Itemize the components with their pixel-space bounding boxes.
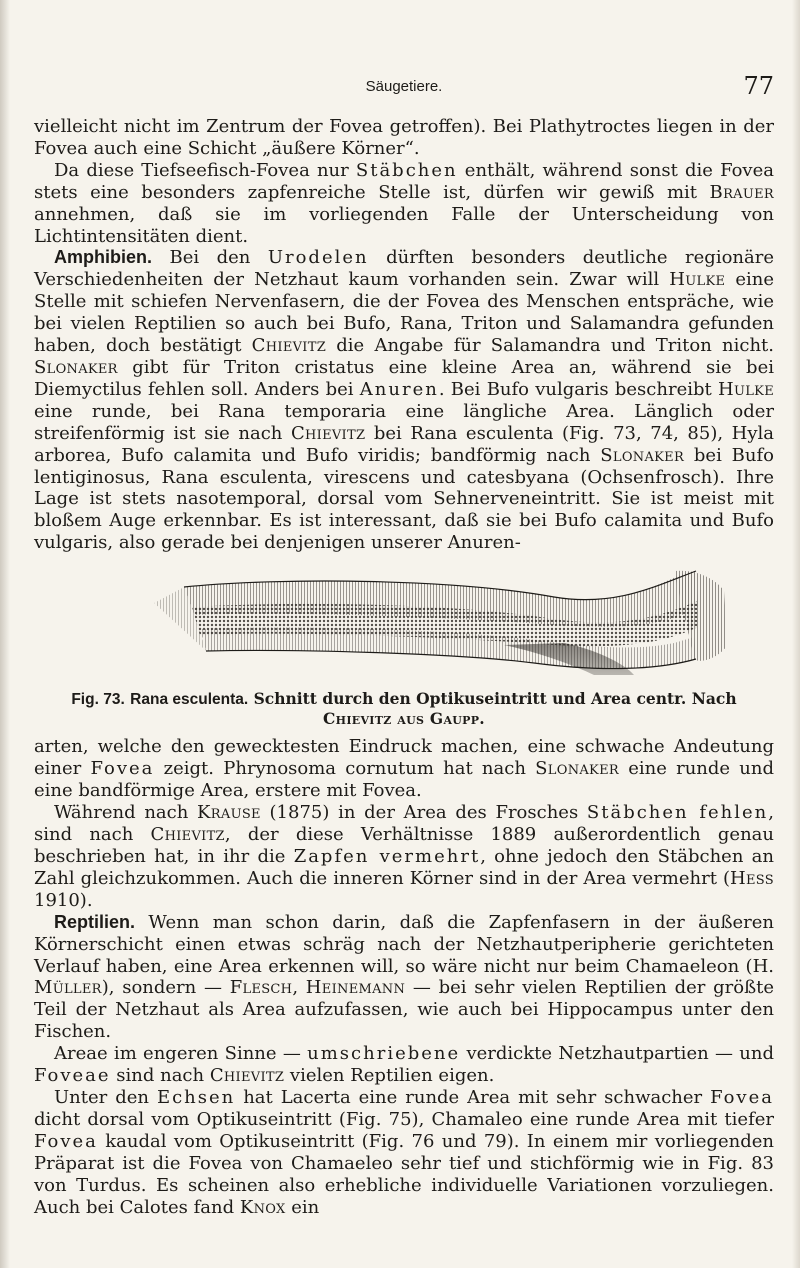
text-block-top	[34, 116, 774, 554]
text-run: verdickte Netzhautpartien — und	[460, 1043, 774, 1065]
author-name: Chievitz	[290, 422, 366, 444]
text-run: Da diese Tiefseefisch-Fovea nur	[54, 159, 356, 181]
paragraph	[34, 912, 774, 1044]
text-run: enthält, während sonst die Fovea stets eine besonders zapfenreiche Stelle ist, dürfen wir gewiß mit	[34, 159, 774, 203]
text-run: dicht dorsal vom Optikuseintritt (Fig. 75), Chamaleo eine runde Area mit tiefer	[34, 1109, 774, 1131]
text-run: ein	[285, 1197, 320, 1219]
author-name: Hulke	[718, 378, 774, 400]
page-number: 77	[743, 72, 774, 100]
text-run: kaudal vom Optikuseintritt (Fig. 76 und 79). In einem mir vorliegenden Präparat ist die Fovea von Chamaeleo sehr tief und stichförmig wie in Fig. 83 von Turdus. Es scheinen also erhebliche individuelle Variationen vorzuliegen. Auch bei Calotes fand	[34, 1131, 774, 1219]
caption-text: Schnitt durch den Optikuseintritt und Area centr. Nach	[253, 689, 737, 708]
figure-label: Fig. 73.	[71, 691, 125, 708]
author-name: Slonaker	[34, 356, 118, 378]
page-right-edge	[792, 0, 800, 1268]
text-run: die Angabe für Salamandra und Triton nicht.	[326, 335, 774, 357]
paragraph	[34, 1043, 774, 1087]
spaced-term: Echsen	[156, 1087, 236, 1109]
spaced-term: Zapfen vermehrt	[293, 845, 481, 867]
section-heading: Amphibien.	[54, 247, 152, 268]
text-run: bei Bufo lentiginosus, Rana esculenta, virescens und catesbyana (Ochsenfrosch). Ihre Lage ist stets nasotemporal, dorsal vom Sehnerveneintritt. Sie ist meist mit bloßem Auge erkennbar. Es ist interessant, daß sie bei Bufo calamita und Bufo vulgaris, also gerade bei denjenigen unserer Anuren-	[34, 444, 774, 554]
text-run: ), sondern —	[101, 977, 230, 999]
author-name: Chievitz	[150, 823, 225, 845]
author-name: Slonaker	[600, 444, 685, 466]
text-run: vielleicht nicht im Zentrum der Fovea getroffen). Bei Plathytroctes liegen in der Fovea auch eine Schicht „äußere Körner“.	[34, 116, 774, 159]
paragraph	[34, 1087, 774, 1219]
author-name: Chievitz	[251, 335, 327, 357]
header-title: Säugetiere.	[365, 78, 443, 95]
figure-retina-section	[34, 567, 774, 677]
text-run: , ohne jedoch den Stäbchen an Zahl gleichzukommen. Auch die inneren Körner sind in der Area vermehrt (	[34, 845, 774, 889]
spaced-term: Fovea	[710, 1087, 774, 1109]
text-run: 1910).	[34, 889, 93, 911]
section-heading: Reptilien.	[54, 911, 136, 932]
text-run: annehmen, daß sie im vorliegenden Falle der Unterscheidung von Lichtintensitäten dient.	[34, 203, 774, 247]
text-run: Bei den	[152, 247, 268, 269]
paragraph	[34, 116, 774, 160]
text-run: Wenn man schon darin, daß die Zapfenfasern in der äußeren Körnerschicht einen etwas schräg nach der Netzhautperipherie gerichteten Verlauf haben, eine Area erkennen will, so wäre nicht nur beim Chamaeleon (H.	[34, 911, 774, 977]
paragraph	[34, 802, 774, 912]
text-run: eine Stelle mit schiefen Nervenfasern, die der Fovea des Menschen entspräche, wie bei vielen Reptilien so auch bei Bufo, Rana, Triton und Salamandra gefunden haben, doch bestätigt	[34, 269, 774, 357]
spaced-term: Fovea	[34, 1131, 98, 1153]
text-block-bottom	[34, 736, 774, 1219]
spaced-term: Fovea	[90, 757, 155, 779]
text-run: (1875) in der Area des Frosches	[260, 801, 587, 823]
author-name: Hulke	[669, 269, 726, 291]
text-run: gibt für Triton cristatus eine kleine Area an, während sie bei Diemyctilus fehlen soll. Anders b	[34, 356, 774, 400]
text-run: Unter den	[54, 1087, 157, 1109]
text-run: eine runde und eine bandförmige Area, erstere mit Fovea.	[34, 757, 775, 801]
paragraph	[34, 736, 774, 802]
text-run: — bei sehr vielen Reptilien der größte Teil der Netzhaut als Area aufzufassen, wie auch bei Hippocampus unter den Fischen.	[34, 977, 774, 1043]
spaced-term: Anuren	[359, 378, 439, 400]
author-name: Knox	[239, 1197, 286, 1219]
running-header	[34, 72, 774, 106]
text-run: . Bei Bufo vulgaris beschreibt	[438, 378, 718, 400]
text-run: Während nach	[54, 801, 198, 823]
text-run: bei Rana esculenta (Fig. 73, 74, 85), Hyla arborea, Bufo calamita und Bufo viridis; bandförmig nach	[34, 422, 774, 466]
spaced-term: umschriebene	[307, 1043, 461, 1065]
text-run: , sind nach	[34, 801, 774, 845]
text-run: arten, welche den gewecktesten Eindruck machen, eine schwache Andeutung einer	[34, 736, 774, 779]
spaced-term: Foveae	[34, 1065, 111, 1087]
author-name: Flesch	[229, 977, 293, 999]
spaced-term: Stäbchen	[355, 159, 458, 181]
author-name: Krause	[197, 801, 261, 823]
text-run: sind nach	[110, 1065, 210, 1087]
text-run: eine runde, bei Rana temporaria eine längliche Area. Länglich oder streifenförmig ist sie nach	[34, 400, 774, 444]
figure-caption	[34, 689, 774, 728]
text-run: ei	[337, 378, 354, 400]
text-run: vielen Reptilien eigen.	[284, 1065, 495, 1087]
author-name: Chievitz	[209, 1065, 285, 1087]
text-run: zeigt. Phrynosoma cornutum hat nach	[154, 757, 536, 779]
figure-species: Rana esculenta.	[130, 691, 249, 708]
text-run: ,	[292, 977, 306, 999]
page-left-edge	[0, 0, 10, 1268]
retina-section-drawing	[34, 567, 774, 677]
spaced-term: Stäbchen fehlen	[586, 801, 769, 823]
text-run: dürften besonders deutliche regionäre Verschiedenheiten der Netzhaut kaum vorhanden sein. Zwar will	[34, 247, 774, 291]
text-run: , der diese Verhältnisse 1889 außerordentlich genau beschrieben hat, in ihr die	[34, 823, 774, 867]
paragraph	[34, 160, 774, 248]
author-name: Slonaker	[535, 757, 619, 779]
author-name: Heinemann	[305, 977, 406, 999]
author-name: Brauer	[709, 181, 774, 203]
text-run: hat Lacerta eine runde Area mit sehr schwacher	[235, 1087, 711, 1109]
author-name: Müller	[34, 977, 102, 999]
spaced-term: Urodelen	[267, 247, 369, 269]
text-run: Areae im engeren Sinne —	[54, 1043, 308, 1065]
author-name: Hess	[730, 867, 774, 889]
paragraph	[34, 247, 774, 554]
caption-authors: Chievitz aus Gaupp.	[322, 709, 486, 728]
